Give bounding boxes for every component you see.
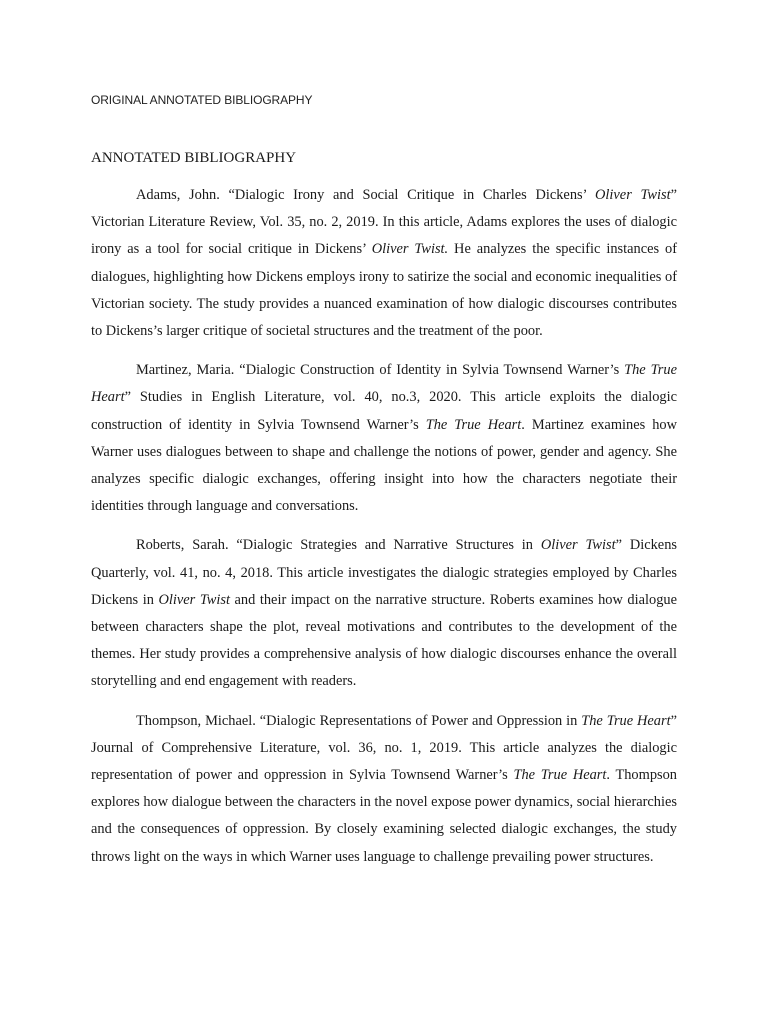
entry-work-title: Oliver Twist. — [371, 241, 449, 258]
entry-text: Roberts, Sarah. “Dialogic Strategies and Narrative Structures in — [136, 537, 541, 554]
entry-work-title: Oliver Twist — [158, 591, 230, 608]
entry-text: ” Studies in English Literature, vol. 40, no.3, 2020. This article exploits the dialogic construction of identity in Sylvia Townsend Warner’s — [91, 389, 677, 433]
entry-text: . Thompson explores how dialogue between the characters in the novel expose power dynamics, social hierarchies and the consequences of oppression. By closely examining selected dialogic exchanges, the study throws light on the ways in which Warner uses language to challenge prevailing power structures. — [91, 767, 678, 865]
bibliography-entries — [91, 182, 677, 883]
entry-text: Thompson, Michael. “Dialogic Representations of Power and Oppression in — [136, 712, 582, 729]
entry-text: ” Journal of Comprehensive Literature, vol. 36, no. 1, 2019. This article analyzes the dialogic representation of power and oppression in Sylvia Townsend Warner’s — [91, 712, 677, 784]
entry-work-title: The True Heart — [425, 416, 522, 433]
entry-work-title: The True Heart — [581, 712, 671, 729]
page-title: ANNOTATED BIBLIOGRAPHY — [91, 150, 297, 166]
bibliography-entry-roberts — [91, 532, 677, 695]
entry-work-title: The True Heart — [91, 362, 677, 406]
entry-work-title: Oliver Twist — [595, 187, 671, 203]
entry-text: ” Victorian Literature Review, Vol. 35, no. 2, 2019. In this article, Adams explores the uses of dialogic irony as a tool for social critique in Dickens’ — [91, 187, 677, 258]
bibliography-entry-thompson — [91, 708, 677, 871]
bibliography-entry-adams — [91, 182, 677, 345]
entry-text: ” Dickens Quarterly, vol. 41, no. 4, 2018. This article investigates the dialogic strategies employed by Charles Dickens in — [91, 537, 677, 608]
entry-work-title: The True Heart — [513, 767, 607, 784]
entry-work-title: Oliver Twist — [540, 537, 616, 554]
bibliography-entry-martinez — [91, 357, 677, 520]
entry-text: . Martinez examines how Warner uses dialogues between to shape and challenge the notions of power, gender and agency. She analyzes specific dialogic exchanges, offering insight into how the characters negotiate their identities through language and conversations. — [91, 416, 677, 515]
entry-text: and their impact on the narrative structure. Roberts examines how dialogue between characters shape the plot, reveal motivations and contributes to the development of the themes. Her study provides a comprehensive analysis of how dialogic discourses enhance the overall storytelling and end engagement with readers. — [91, 591, 677, 690]
entry-text: Adams, John. “Dialogic Irony and Social Critique in Charles Dickens’ — [136, 187, 596, 203]
document-header: ORIGINAL ANNOTATED BIBLIOGRAPHY — [91, 93, 313, 107]
entry-text: Martinez, Maria. “Dialogic Construction of Identity in Sylvia Townsend Warner’s — [136, 362, 625, 379]
entry-text: He analyzes the specific instances of dialogues, highlighting how Dickens employs irony to satirize the social and economic inequalities of Victorian society. The study provides a nuanced examination of how dialogic discourses contributes to Dickens’s larger critique of societal structures and the treatment of the poor. — [91, 241, 678, 340]
